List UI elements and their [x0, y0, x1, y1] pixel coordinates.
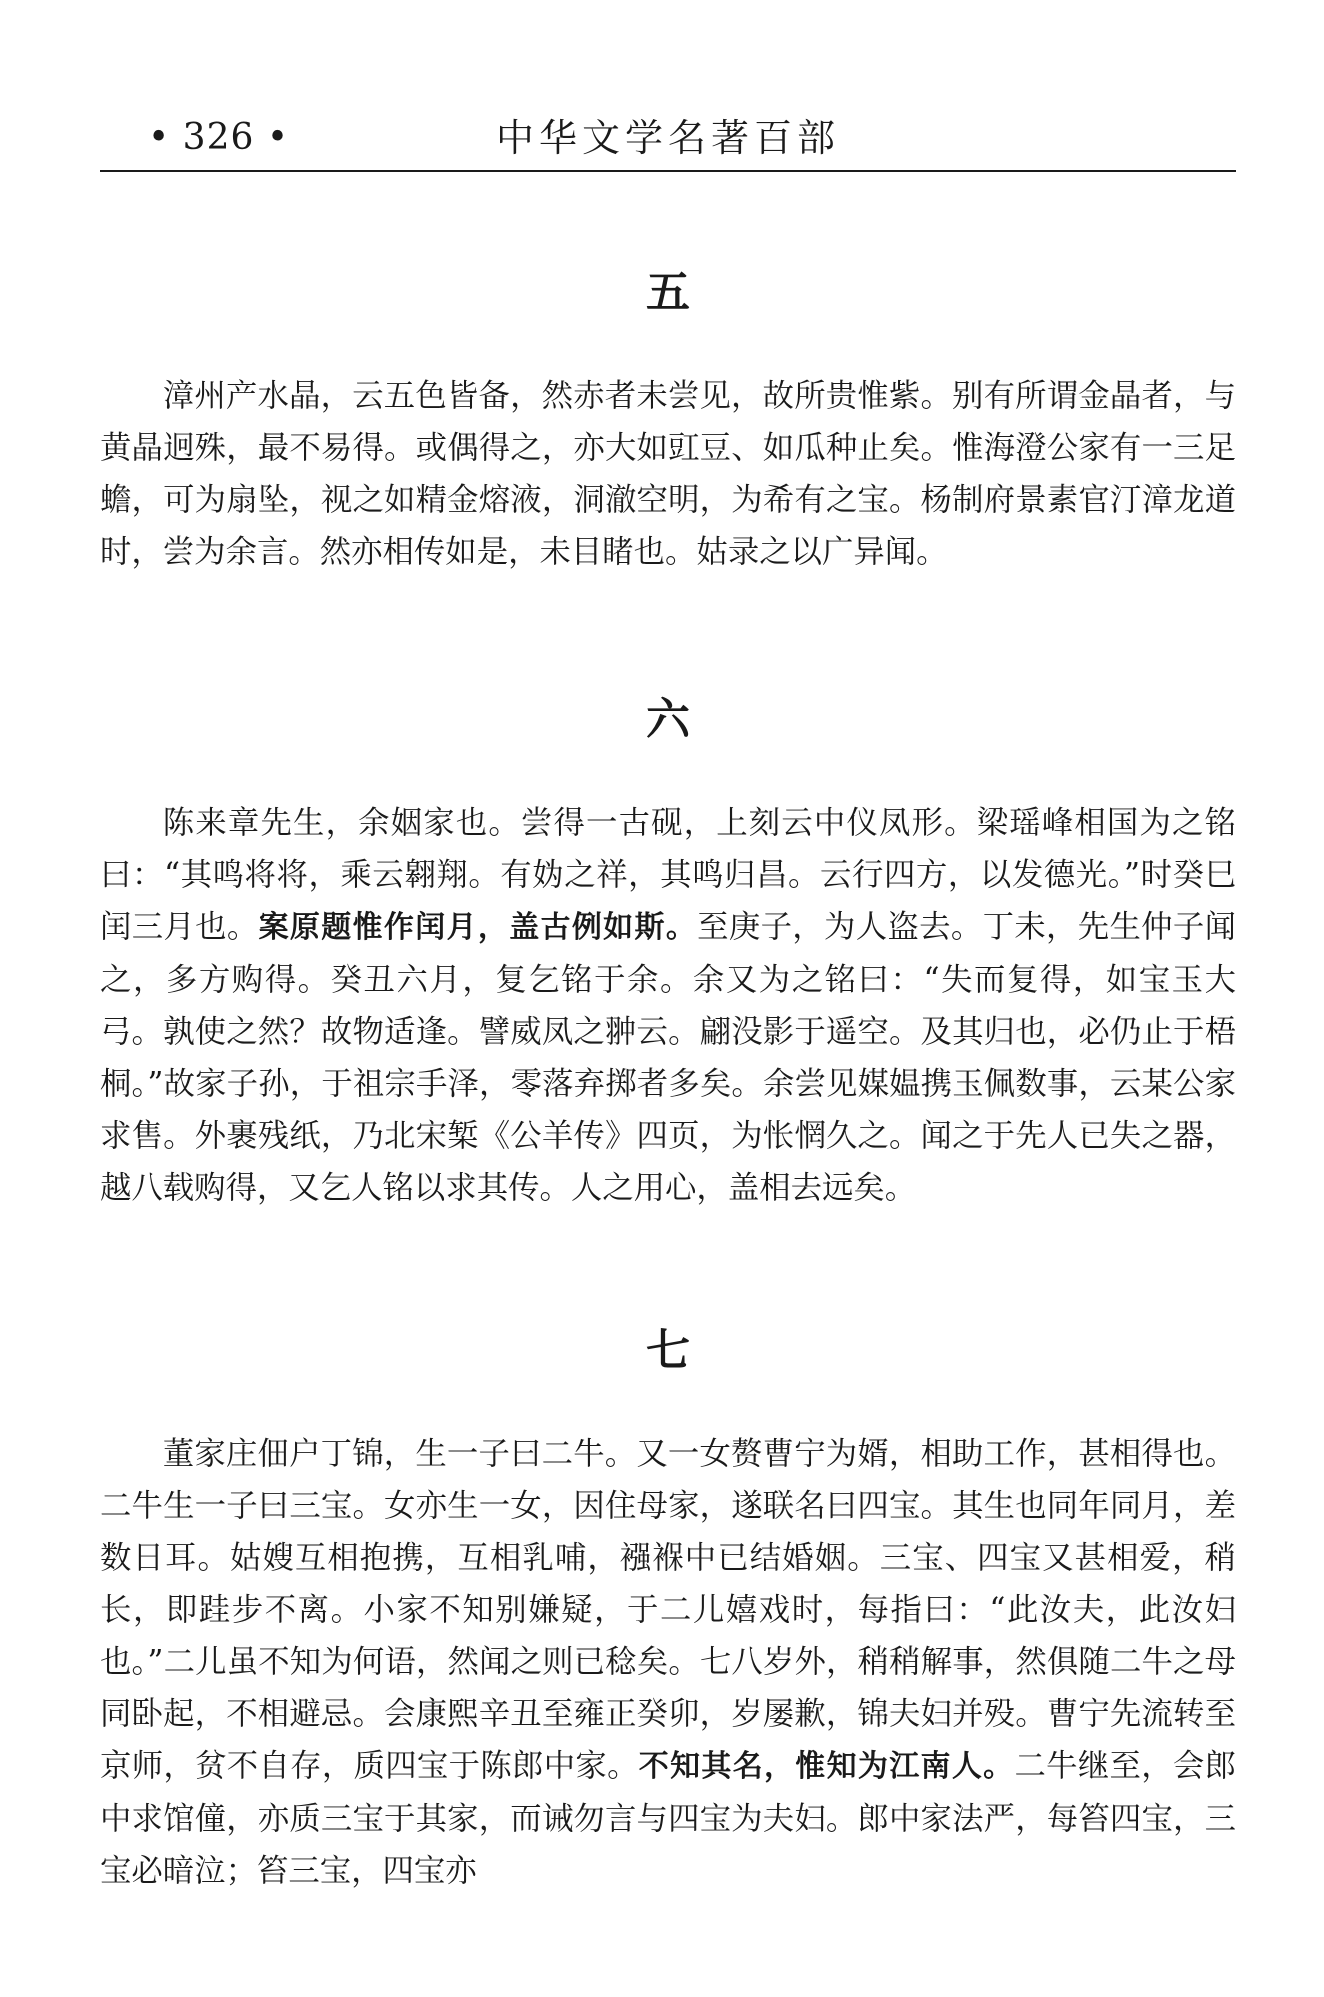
editor-note: 案原题惟作闰月，盖古例如斯。 [258, 910, 698, 945]
book-title: 中华文学名著百部 [495, 116, 840, 160]
section-six [100, 690, 1236, 1214]
section-heading: 五 [646, 267, 690, 318]
paragraph-text: 漳州产水晶，云五色皆备，然赤者未尝见，故所贵惟紫。别有所谓金晶者，与黄晶迥殊，最不易得。或偶得之，亦大如豇豆、如瓜种止矣。惟海澄公家有一三足蟾，可为扇坠，视之如精金熔液，洞澈空明，为希有之宝。杨制府景素官汀漳龙道时，尝为余言。然亦相传如是，未目睹也。姑录之以广异闻。 [100, 378, 1236, 570]
page-number: • 326 • [148, 117, 290, 158]
paragraph-text: 至庚子，为人盗去。丁未，先生仲子闻之，多方购得。癸丑六月，复乞铭于余。余又为之铭曰：“失而复得，如宝玉大弓。孰使之然？故物适逢。譬威凤之翀云。翩没影于遥空。及其归也，必仍止于梧桐。”故家子孙，于祖宗手泽，零落弃掷者多矣。余尝见媒媪携玉佩数事，云某公家求售。外裹残纸，乃北宋椠《公羊传》四页，为怅惘久之。闻之于先人已失之器，越八载购得，又乞人铭以求其传。人之用心，盖相去远矣。 [100, 909, 1236, 1206]
editor-note: 不知其名，惟知为江南人。 [638, 1749, 1015, 1784]
section-body [100, 370, 1236, 578]
header-rule [100, 170, 1236, 172]
paragraph-text: 董家庄佃户丁锦，生一子曰二牛。又一女赘曹宁为婿，相助工作，甚相得也。二牛生一子曰三宝。女亦生一女，因住母家，遂联名曰四宝。其生也同年同月，差数日耳。姑嫂互相抱携，互相乳哺，襁褓中已结婚姻。三宝、四宝又甚相爱，稍长，即跬步不离。小家不知别嫌疑，于二儿嬉戏时，每指曰：“此汝夫，此汝妇也。”二儿虽不知为何语，然闻之则已稔矣。七八岁外，稍稍解事，然俱随二牛之母同卧起，不相避忌。会康熙辛丑至雍正癸卯，岁屡歉，锦夫妇并殁。曹宁先流转至京师，贫不自存，质四宝于陈郎中家。 [100, 1436, 1236, 1784]
running-header [100, 108, 1236, 168]
paragraph-text: 陈来章先生，余姻家也。尝得一古砚，上刻云中仪凤形。梁瑶峰相国为之铭曰：“其鸣将将，乘云翱翔。有妫之祥，其鸣归昌。云行四方，以发德光。”时癸巳闰三月也。 [100, 805, 1236, 945]
section-heading: 七 [646, 1325, 690, 1376]
section-heading: 六 [646, 694, 690, 745]
section-body [100, 797, 1236, 1214]
section-five [100, 263, 1236, 578]
section-seven [100, 1321, 1236, 1897]
section-body [100, 1428, 1236, 1897]
paragraph-text: 二牛继至，会郎中求馆僮，亦质三宝于其家，而诫勿言与四宝为夫妇。郎中家法严，每笞四宝，三宝必暗泣；笞三宝，四宝亦 [100, 1748, 1236, 1889]
